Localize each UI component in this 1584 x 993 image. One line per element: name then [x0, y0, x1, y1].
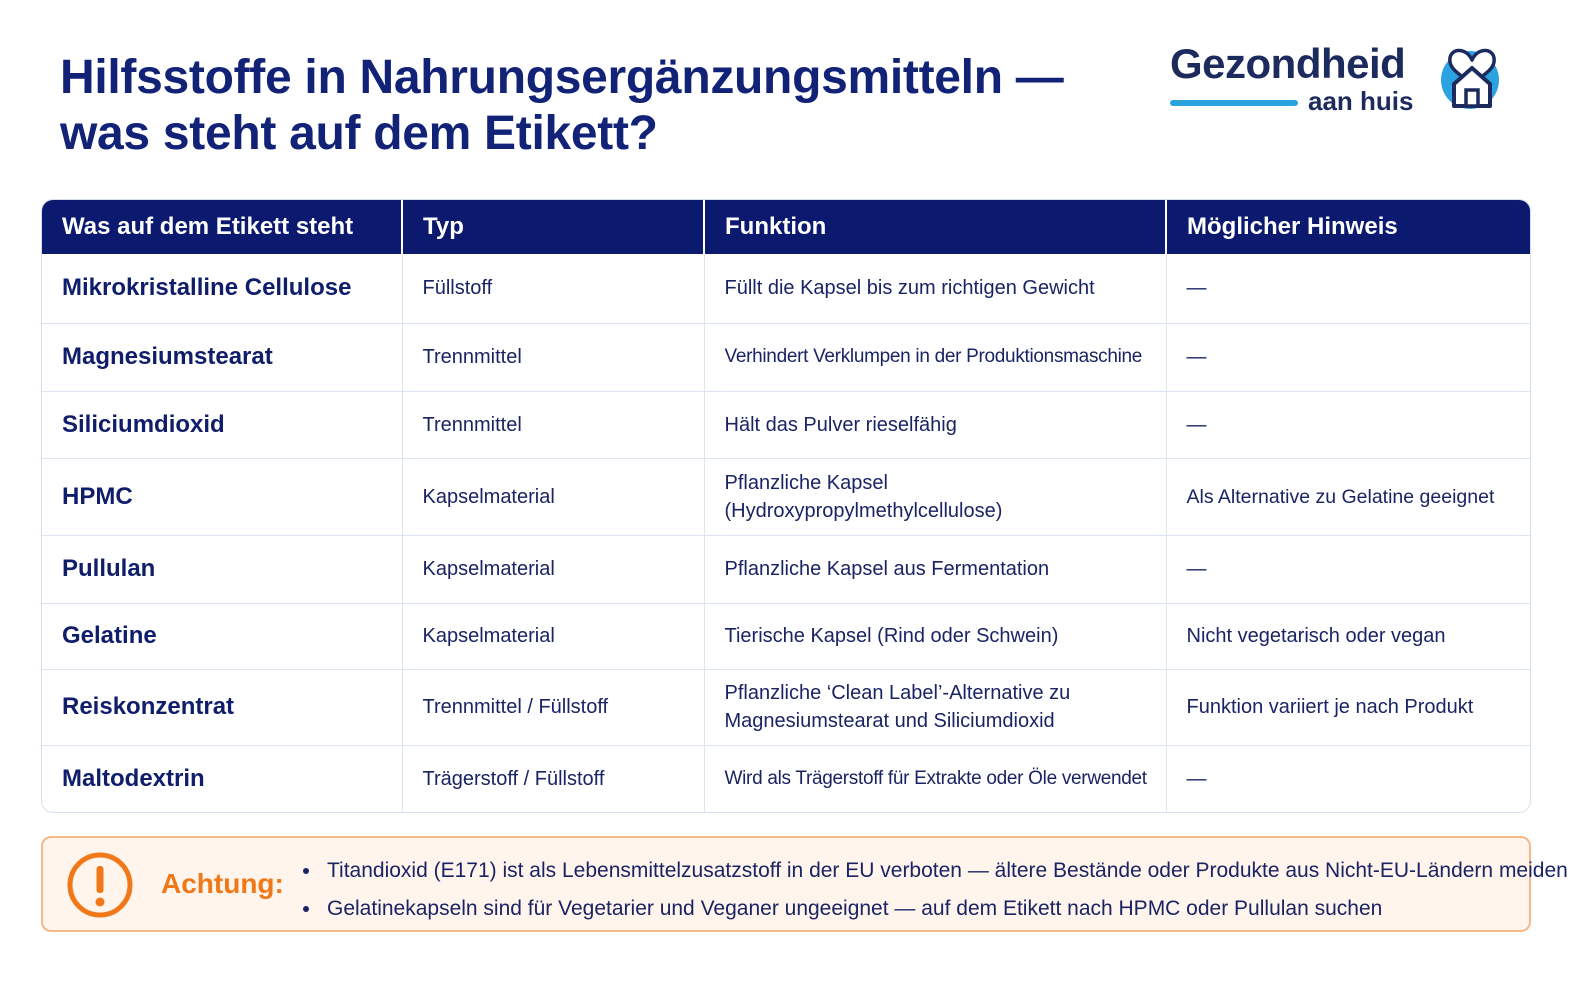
page-title-line-2: was steht auf dem Etikett? — [60, 107, 658, 160]
cell-note: — — [1166, 535, 1530, 603]
function-line: Wird als Trägerstoff für Extrakte oder Öle verwendet — [724, 767, 1147, 789]
function-line: Pflanzliche ‘Clean Label’-Alternative zu — [724, 682, 1071, 704]
cell-function — [704, 603, 1166, 669]
function-line: Füllt die Kapsel bis zum richtigen Gewicht — [724, 277, 1095, 300]
cell-type: Trennmittel — [402, 323, 704, 391]
cell-function — [704, 669, 1166, 745]
table-row — [42, 603, 1530, 669]
cell-note: — — [1166, 323, 1530, 391]
cell-name: Gelatine — [42, 603, 402, 669]
cell-function — [704, 458, 1166, 535]
cell-type: Füllstoff — [402, 254, 704, 323]
cell-type: Kapselmaterial — [402, 603, 704, 669]
cell-note: — — [1166, 391, 1530, 458]
function-line: Verhindert Verklumpen in der Produktionsmaschine — [724, 346, 1143, 367]
page-title-line-1: Hilfsstoffe in Nahrungsergänzungsmitteln — — [60, 51, 1064, 104]
cell-function — [704, 535, 1166, 603]
cell-type: Trennmittel — [402, 391, 704, 458]
cell-name: Maltodextrin — [42, 745, 402, 812]
exclamation-circle-icon — [65, 850, 135, 920]
cell-function — [704, 323, 1166, 391]
cell-name: HPMC — [42, 458, 402, 535]
cell-name: Siliciumdioxid — [42, 391, 402, 458]
warning-box — [41, 836, 1568, 932]
cell-type: Trennmittel / Füllstoff — [402, 669, 704, 745]
warning-item: Titandioxid (E171) ist als Lebensmittelzusatzstoff in der EU verboten — ältere Bestände oder Produkte aus Nicht-EU-Ländern meiden — [301, 852, 1568, 890]
cell-type: Trägerstoff / Füllstoff — [402, 745, 704, 812]
cell-note: — — [1166, 745, 1530, 812]
function-line: Pflanzliche Kapsel aus Fermentation — [724, 558, 1050, 580]
column-header-type: Typ — [402, 200, 704, 254]
warning-label: Achtung: — [161, 868, 284, 899]
table-row — [42, 458, 1530, 535]
column-header-function: Funktion — [704, 200, 1166, 254]
excipients-table — [41, 199, 1531, 813]
column-header-label: Was auf dem Etikett steht — [42, 200, 402, 254]
warning-list — [301, 852, 1568, 928]
cell-note: Funktion variiert je nach Produkt — [1166, 669, 1530, 745]
cell-type: Kapselmaterial — [402, 535, 704, 603]
brand-logo — [1170, 40, 1520, 120]
function-line: Magnesiumstearat und Siliciumdioxid — [724, 710, 1055, 732]
page-title — [60, 50, 1063, 162]
cell-note: — — [1186, 277, 1207, 300]
cell-function — [704, 254, 1166, 323]
table-row — [42, 535, 1530, 603]
function-line: (Hydroxypropylmethylcellulose) — [724, 499, 1003, 522]
cell-note: Nicht vegetarisch oder vegan — [1166, 603, 1530, 669]
heart-house-icon — [1436, 40, 1508, 112]
table-row — [42, 323, 1530, 391]
cell-name: Pullulan — [42, 535, 402, 603]
logo-wordmark: Gezondheid — [1170, 40, 1406, 87]
table-header-row — [42, 200, 1530, 254]
table-row — [42, 391, 1530, 458]
table-row — [42, 254, 1530, 323]
cell-function — [704, 391, 1166, 458]
cell-name: Mikrokristalline Cellulose — [42, 254, 402, 323]
table-row — [42, 745, 1530, 812]
cell-type: Kapselmaterial — [402, 458, 704, 535]
function-line: Tierische Kapsel (Rind oder Schwein) — [724, 625, 1059, 647]
column-header-note: Möglicher Hinweis — [1166, 200, 1530, 254]
logo-subtitle: aan huis — [1308, 86, 1414, 116]
logo-underline — [1170, 100, 1298, 106]
function-line: Pflanzliche Kapsel — [724, 471, 888, 494]
cell-note: Als Alternative zu Gelatine geeignet — [1166, 458, 1530, 535]
cell-name: Reiskonzentrat — [42, 669, 402, 745]
warning-item: Gelatinekapseln sind für Vegetarier und Veganer ungeeignet — auf dem Etikett nach HPMC oder Pullulan suchen — [301, 890, 1568, 928]
cell-function — [704, 745, 1166, 812]
cell-name: Magnesiumstearat — [42, 323, 402, 391]
function-line: Hält das Pulver rieselfähig — [724, 413, 957, 436]
table-row — [42, 669, 1530, 745]
